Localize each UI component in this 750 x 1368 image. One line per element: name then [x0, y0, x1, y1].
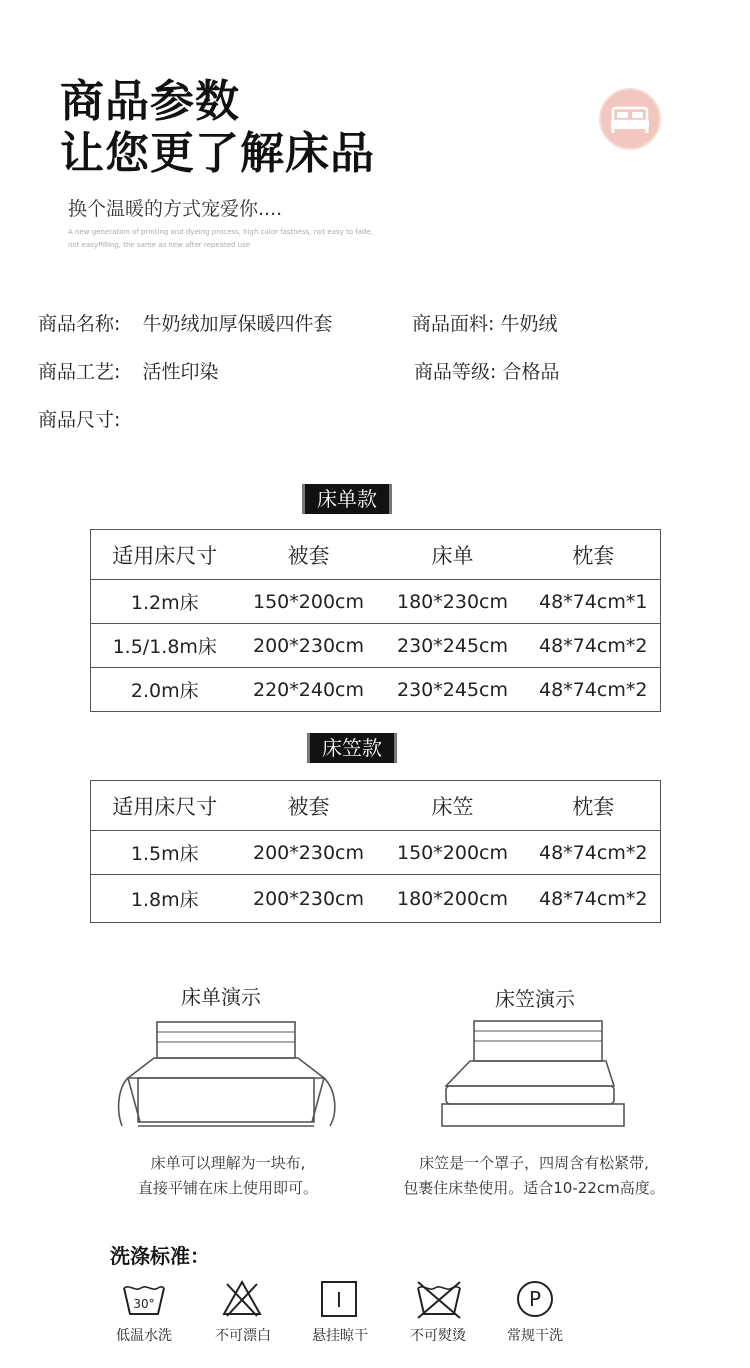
table-cell: 48*74cm*2: [539, 887, 648, 910]
spec-grade-label: 商品等级:: [414, 361, 497, 383]
spec-grade-value: 合格品: [502, 361, 560, 383]
hang-dry-symbol: I: [336, 1288, 342, 1312]
no-iron-icon: [414, 1276, 460, 1322]
fine-print-line-1: A new generation of printing and dyeing process, high color fastness, not easy to fade,: [68, 228, 374, 236]
wash-label: 悬挂晾干: [312, 1328, 368, 1344]
fine-print-line-2: not easyPilling, the same as new after repeated use: [68, 241, 251, 249]
spec-fabric-label: 商品面料:: [412, 313, 495, 335]
spec-craft: [38, 357, 218, 384]
sheet-size-table: [90, 529, 661, 712]
table-header-cell: 枕套: [572, 543, 615, 568]
table-cell: 200*230cm: [253, 634, 364, 657]
washing-title: 洗涤标准：: [110, 1244, 210, 1268]
table-row: [91, 831, 661, 875]
table-cell: 150*200cm: [397, 841, 508, 864]
page-title-line2: 让您更了解床品: [60, 128, 375, 179]
sheet-badge: 床单款: [302, 484, 392, 514]
table-cell: 48*74cm*2: [539, 841, 648, 864]
wash-30-icon: [121, 1276, 167, 1322]
table-header-row: [91, 530, 661, 580]
table-header-cell: 床单: [431, 543, 474, 568]
table-cell: 180*230cm: [397, 590, 508, 613]
table-cell: 200*230cm: [253, 841, 364, 864]
spec-craft-label: 商品工艺:: [38, 361, 121, 383]
spec-name: [38, 309, 332, 336]
table-row: [91, 875, 661, 923]
spec-grade: [414, 357, 559, 384]
sheet-desc-line-2: 直接平铺在床上使用即可。: [137, 1179, 318, 1197]
table-cell: 48*74cm*2: [539, 678, 648, 701]
fitted-demo-title: 床笠演示: [495, 987, 575, 1011]
table-header-row: [91, 781, 661, 831]
dry-clean-icon: [512, 1276, 558, 1322]
table-header-cell: 枕套: [572, 794, 615, 819]
fitted-desc-line-1: 床笠是一个罩子，四周含有松紧带,: [419, 1154, 649, 1172]
table-cell: 1.8m床: [130, 889, 199, 911]
fitted-desc-line-2: 包裹住床垫使用。适合10-22cm高度。: [403, 1179, 665, 1197]
no-bleach-icon: [219, 1276, 265, 1322]
table-header-cell: 被套: [287, 794, 330, 819]
hang-dry-icon: [316, 1276, 362, 1322]
table-cell: 48*74cm*1: [539, 590, 648, 613]
wash-label: 不可漂白: [215, 1328, 271, 1344]
table-header-cell: 适用床尺寸: [112, 794, 218, 819]
fitted-demo-description: [378, 1151, 690, 1201]
sheet-demo-title: 床单演示: [181, 985, 261, 1009]
table-cell: 150*200cm: [253, 590, 364, 613]
table-row: [91, 580, 661, 624]
spec-fabric: [412, 309, 557, 336]
table-header-cell: 床笠: [431, 794, 474, 819]
page-subtitle: 换个温暖的方式宠爱你....: [68, 198, 283, 220]
flat-sheet-bed-illustration: [110, 1018, 342, 1130]
bed-icon: [599, 88, 661, 150]
wash-temp-text: 30°: [133, 1297, 155, 1311]
spec-craft-value: 活性印染: [142, 361, 219, 383]
table-cell: 230*245cm: [397, 678, 508, 701]
table-row: [91, 624, 661, 668]
fine-print: [68, 226, 428, 252]
table-header-cell: 适用床尺寸: [112, 543, 218, 568]
fitted-badge: 床笠款: [307, 733, 397, 763]
dry-clean-symbol: P: [528, 1287, 542, 1311]
table-cell: 1.2m床: [130, 592, 199, 614]
table-cell: 230*245cm: [397, 634, 508, 657]
table-cell: 1.5/1.8m床: [112, 636, 217, 658]
table-cell: 1.5m床: [130, 843, 199, 865]
spec-name-label: 商品名称:: [38, 313, 121, 335]
page-title: 商品参数: [60, 76, 240, 127]
table-cell: 180*200cm: [397, 887, 508, 910]
table-cell: 220*240cm: [253, 678, 364, 701]
wash-label: 不可熨烫: [410, 1328, 466, 1344]
sheet-desc-line-1: 床单可以理解为一块布,: [150, 1154, 306, 1172]
table-cell: 200*230cm: [253, 887, 364, 910]
sheet-demo-description: [100, 1151, 356, 1201]
wash-label: 低温水洗: [116, 1328, 172, 1344]
table-row: [91, 668, 661, 712]
spec-size-label: 商品尺寸:: [38, 409, 121, 431]
table-cell: 48*74cm*2: [539, 634, 648, 657]
table-header-cell: 被套: [287, 543, 330, 568]
fitted-size-table: [90, 780, 661, 923]
spec-fabric-value: 牛奶绒: [500, 313, 558, 335]
wash-label: 常规干洗: [507, 1328, 563, 1344]
table-cell: 2.0m床: [130, 680, 199, 702]
fitted-sheet-bed-illustration: [438, 1018, 636, 1130]
spec-name-value: 牛奶绒加厚保暖四件套: [142, 313, 333, 335]
